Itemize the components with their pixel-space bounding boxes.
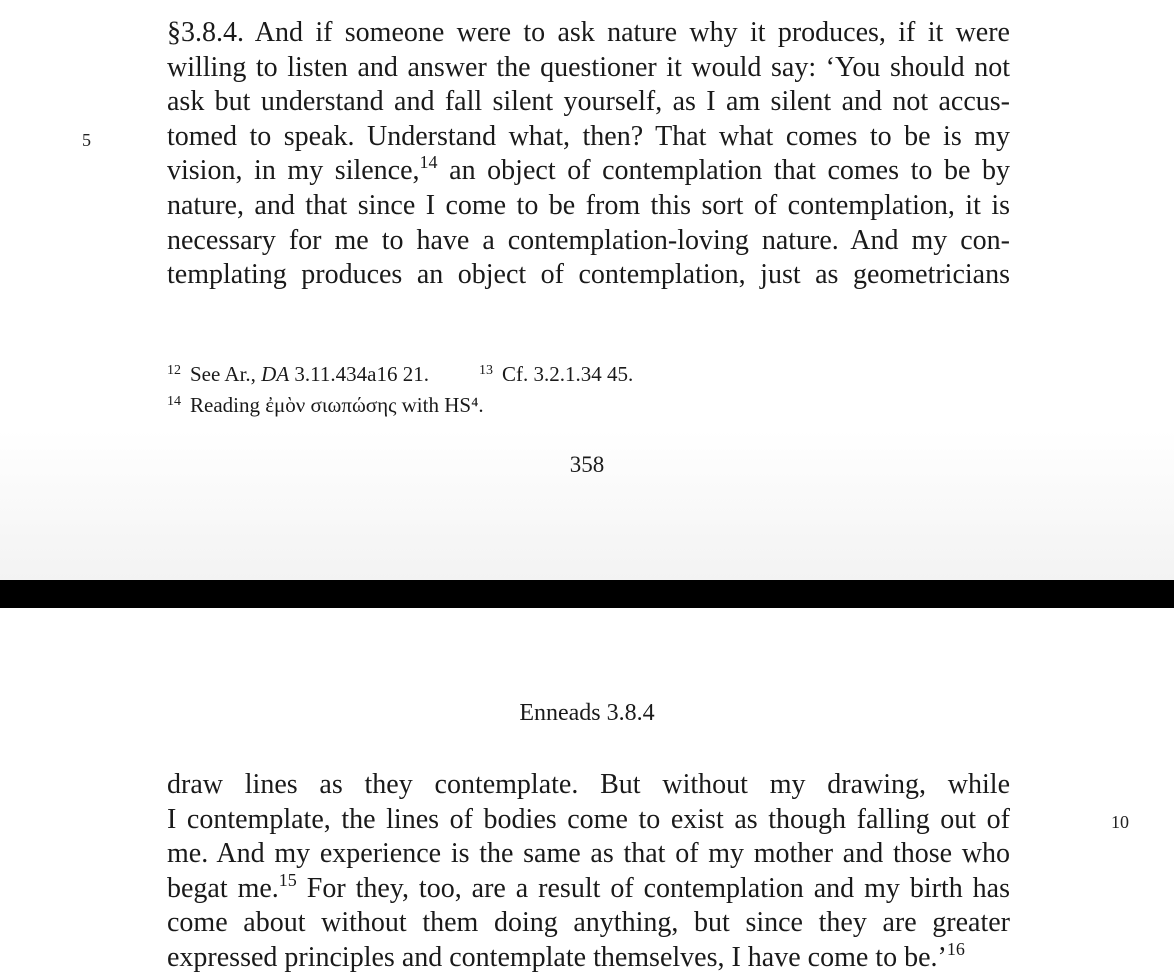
bottom-page-body-text <box>167 768 1010 976</box>
text-line: willing to listen and answer the questioner it would say: ‘You should not <box>167 51 1010 83</box>
footnote-number: 13 <box>478 363 493 378</box>
page-number: 358 <box>569 452 605 477</box>
note-reference-15[interactable]: 15 <box>278 869 297 890</box>
text-line: draw lines as they contemplate. But without my drawing, while <box>167 769 1010 800</box>
text-line: come about without them doing anything, but since they are greater <box>167 907 1010 939</box>
text-line: templating produces an object of contemplation, just as geometricians <box>167 259 1010 291</box>
text-line: ask but understand and fall silent yourself, as I am silent and not accus- <box>167 86 1010 118</box>
footnote-text: 3.11.434a16 21. <box>289 362 429 386</box>
note-reference-14[interactable]: 14 <box>419 152 438 173</box>
text-line: nature, and that since I come to be from this sort of contemplation, it is <box>167 189 1010 221</box>
footnote-13 <box>479 357 633 388</box>
text-segment: an object of contemplation that comes to be by <box>449 155 1010 187</box>
text-line <box>167 154 1010 189</box>
text-segment: expressed principles and contemplate themselves, I have come to be.’ <box>167 941 947 973</box>
footnote-row <box>167 357 633 388</box>
top-page-body-text <box>167 16 1010 293</box>
running-head: Enneads 3.8.4 <box>519 700 655 726</box>
note-reference-16[interactable]: 16 <box>946 938 965 959</box>
text-line: I contemplate, the lines of bodies come to exist as though falling out of <box>167 803 1010 835</box>
footnote-text: Cf. 3.2.1.34 45. <box>501 362 634 386</box>
footnote-row <box>167 388 633 419</box>
text-line <box>167 938 1010 976</box>
line-number-5: 5 <box>82 130 91 150</box>
footnote-number: 12 <box>167 363 181 378</box>
text-segment: For they, too, are a result of contemplation and my birth has <box>306 872 1011 904</box>
text-line: necessary for me to have a contemplation-loving nature. And my con- <box>167 224 1010 256</box>
footnotes <box>167 357 633 419</box>
text-line <box>167 869 1011 907</box>
text-line: tomed to speak. Understand what, then? That what comes to be is my <box>167 120 1010 152</box>
text-segment: vision, in my silence, <box>167 155 420 187</box>
text-line: §3.8.4. And if someone were to ask nature why it produces, if it were <box>167 17 1010 48</box>
footnote-12 <box>167 357 429 388</box>
line-number-10: 10 <box>1111 812 1129 832</box>
page-divider <box>0 580 1174 608</box>
footnote-14 <box>167 388 484 419</box>
footnote-number: 14 <box>167 394 181 409</box>
footnote-text: Reading ἐμὸν σιωπώσης with HS⁴. <box>190 393 484 417</box>
text-line: me. And my experience is the same as that of my mother and those who <box>167 838 1010 870</box>
footnote-italic-text: DA <box>261 362 290 386</box>
footnote-text: See Ar., <box>190 362 262 386</box>
text-segment: begat me. <box>167 872 279 904</box>
